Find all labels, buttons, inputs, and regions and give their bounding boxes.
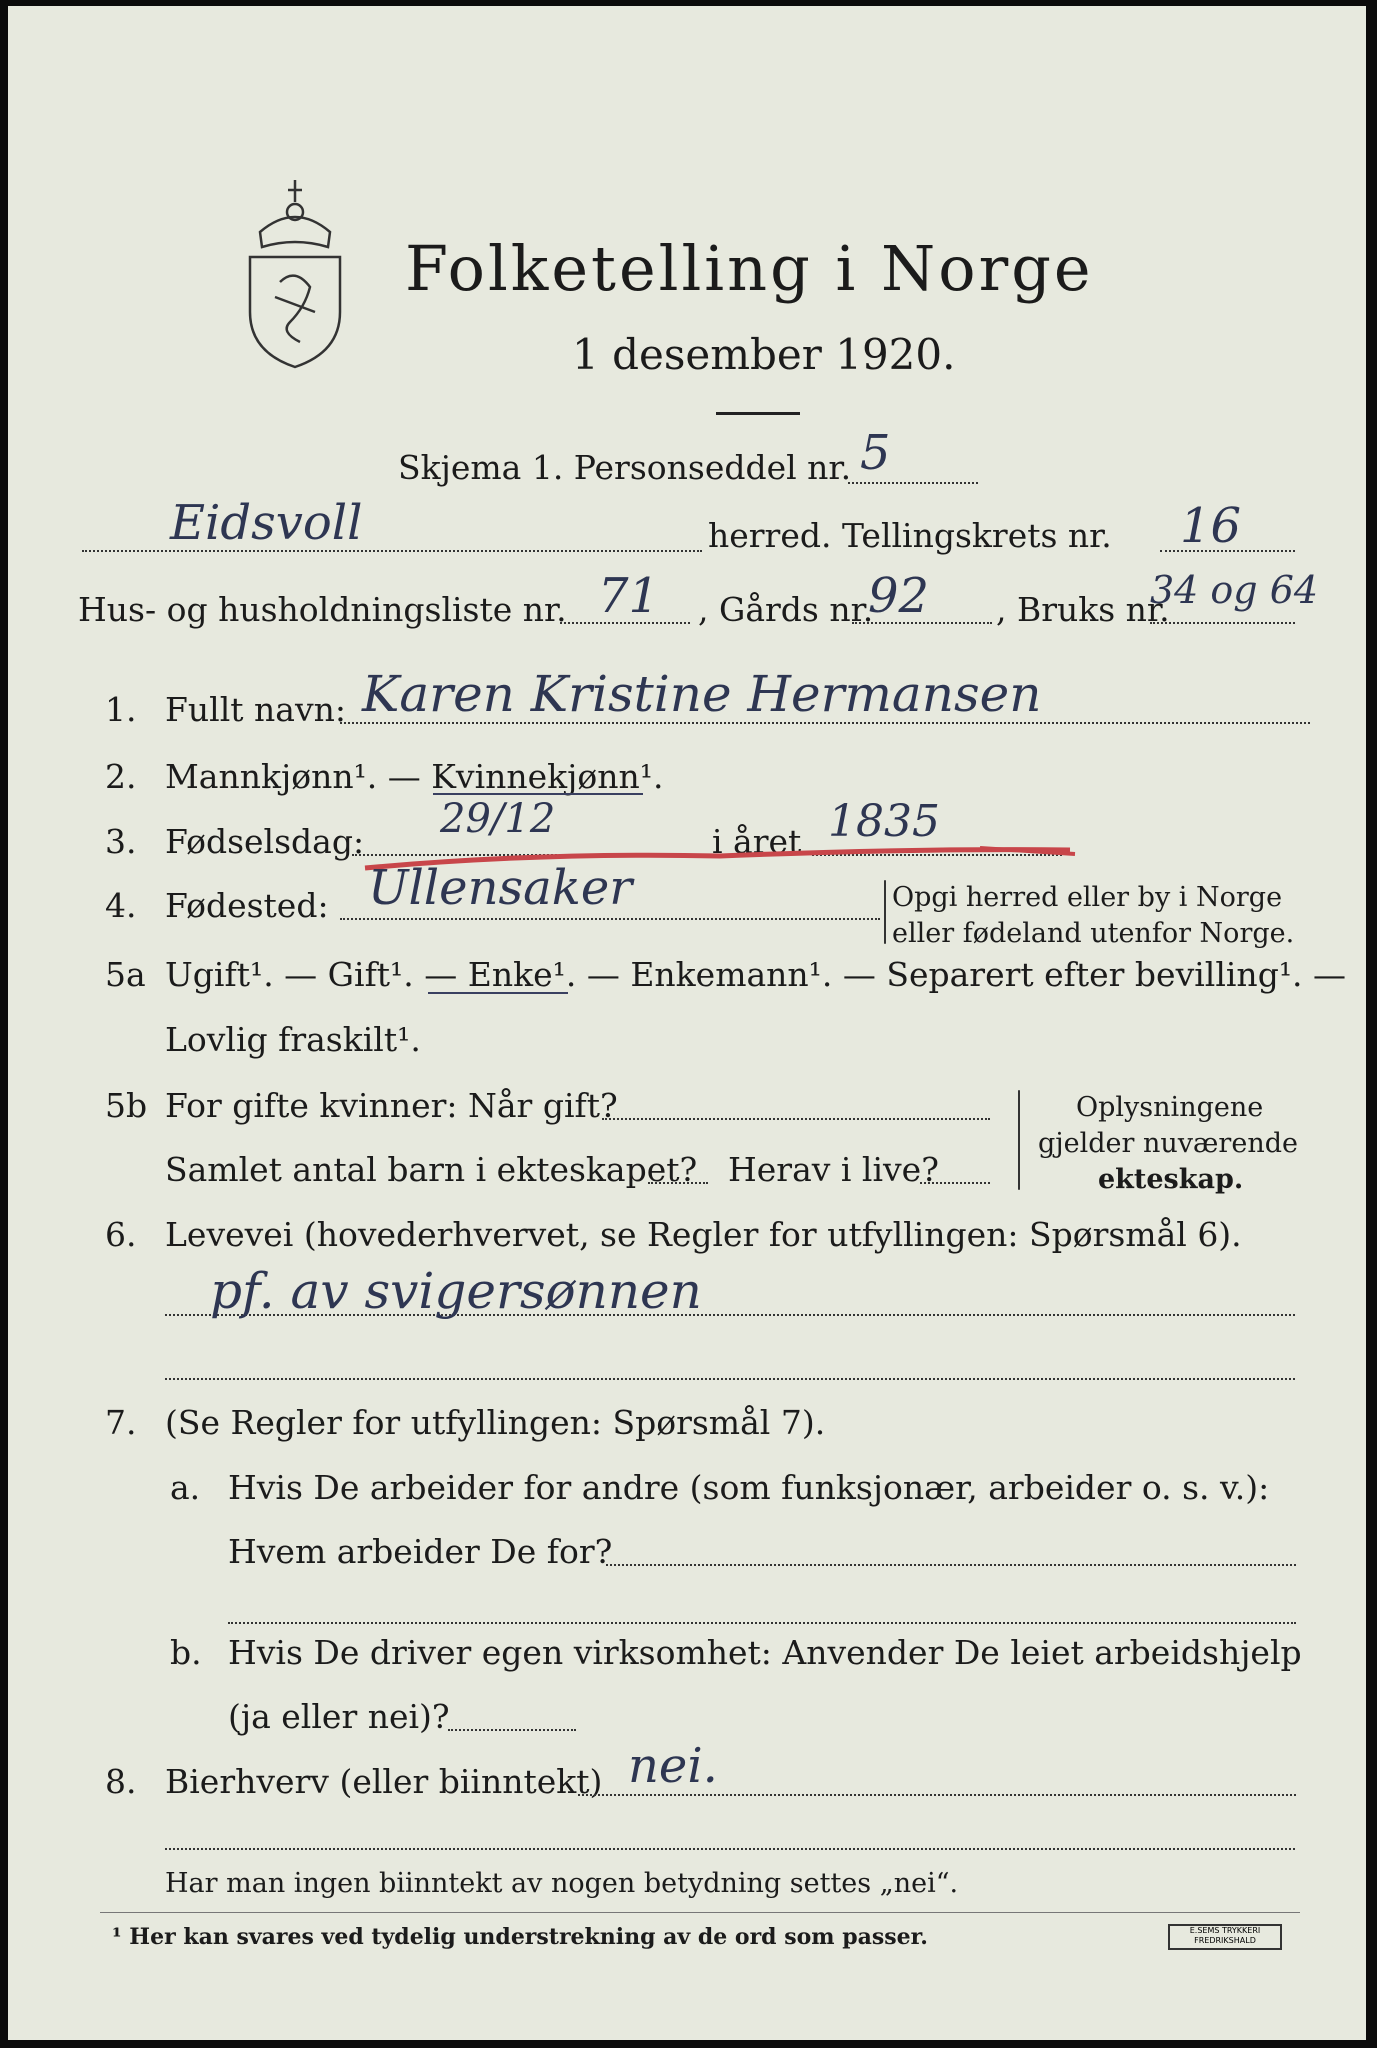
q5b-line-2 bbox=[648, 1182, 708, 1184]
birth-date-value[interactable]: 29/12 bbox=[440, 796, 556, 842]
q1-label: Fullt navn: bbox=[165, 690, 346, 729]
full-name-value[interactable]: Karen Kristine Hermansen bbox=[362, 665, 1042, 723]
q8-number: 8. bbox=[105, 1762, 137, 1801]
q5b-line-1 bbox=[602, 1118, 990, 1120]
hus-label: Hus- og husholdningsliste nr. bbox=[78, 590, 567, 629]
q5b-brace bbox=[1018, 1090, 1020, 1190]
q5b-line-3 bbox=[920, 1182, 990, 1184]
schema-label: Skjema 1. Personseddel nr. bbox=[398, 448, 852, 487]
q7b-label: Hvis De driver egen virksomhet: Anvender De leiet arbeidshjelp bbox=[228, 1633, 1302, 1672]
q7b-number: b. bbox=[170, 1633, 202, 1672]
q7b-yesno-label: (ja eller nei)? bbox=[228, 1697, 450, 1736]
form-title: Folketelling i Norge bbox=[405, 232, 1094, 305]
q5b-note-2: gjelder nuværende bbox=[1038, 1128, 1298, 1159]
q4-brace bbox=[884, 880, 886, 944]
title-rule bbox=[716, 412, 800, 415]
q5b-alive-label: Herav i live? bbox=[728, 1150, 939, 1189]
herred-value[interactable]: Eidsvoll bbox=[170, 495, 363, 551]
footnote: ¹ Her kan svares ved tydelig understrekning av de ord som passer. bbox=[112, 1924, 928, 1950]
q8-line-2 bbox=[165, 1848, 1295, 1850]
occupation-value[interactable]: pf. av svigersønnen bbox=[210, 1262, 702, 1320]
q7-label: (Se Regler for utfyllingen: Spørsmål 7). bbox=[165, 1403, 826, 1442]
printer-stamp: E.SEMS TRYKKERI FREDRIKSHALD bbox=[1168, 1924, 1282, 1950]
q6-label: Levevei (hovederhvervet, se Regler for utfyllingen: Spørsmål 6). bbox=[165, 1215, 1242, 1254]
birthplace-value[interactable]: Ullensaker bbox=[368, 860, 633, 916]
q7a-who-label: Hvem arbeider De for? bbox=[228, 1532, 613, 1571]
enke-underline bbox=[428, 992, 568, 994]
q7a-line-1 bbox=[606, 1564, 1296, 1566]
bruks-label: , Bruks nr. bbox=[996, 590, 1170, 629]
form-date: 1 desember 1920. bbox=[572, 330, 956, 379]
q5b-note-3: ekteskap. bbox=[1098, 1164, 1244, 1195]
q5a-number: 5a bbox=[105, 955, 146, 994]
q4-number: 4. bbox=[105, 886, 137, 925]
q4-note-2: eller fødeland utenfor Norge. bbox=[892, 918, 1295, 949]
q6-line-2 bbox=[165, 1378, 1295, 1380]
q3-label: Fødselsdag: bbox=[165, 822, 365, 861]
q5a-options-2: Lovlig fraskilt¹. bbox=[165, 1020, 421, 1059]
q4-label: Fødested: bbox=[165, 886, 329, 925]
q8-line-1 bbox=[578, 1794, 1296, 1796]
side-income-value[interactable]: nei. bbox=[628, 1738, 718, 1794]
q2-label: Mannkjønn¹. — Kvinnekjønn¹. bbox=[165, 757, 664, 796]
footer-rule bbox=[100, 1912, 1300, 1913]
coat-of-arms-emblem bbox=[240, 172, 350, 372]
hus-value[interactable]: 71 bbox=[598, 568, 660, 624]
q2-number: 2. bbox=[105, 757, 137, 796]
birth-year-value[interactable]: 1835 bbox=[828, 796, 940, 847]
gards-value[interactable]: 92 bbox=[868, 568, 930, 624]
q5b-number: 5b bbox=[105, 1086, 148, 1125]
q5b-married-label: For gifte kvinner: Når gift? bbox=[165, 1086, 618, 1125]
q7a-label: Hvis De arbeider for andre (som funksjonær, arbeider o. s. v.): bbox=[228, 1468, 1270, 1507]
q7-number: 7. bbox=[105, 1403, 137, 1442]
q5a-options: Ugift¹. — Gift¹. — Enke¹. — Enkemann¹. — Separert efter bevilling¹. — bbox=[165, 955, 1347, 994]
kvinnekjonn-underline bbox=[433, 793, 643, 795]
footer-note: Har man ingen biinntekt av nogen betydning settes „nei“. bbox=[165, 1868, 959, 1899]
tellingskrets-value[interactable]: 16 bbox=[1180, 498, 1242, 554]
q6-number: 6. bbox=[105, 1215, 137, 1254]
personseddel-line bbox=[848, 482, 978, 484]
q5b-note-1: Oplysningene bbox=[1076, 1092, 1264, 1123]
q7a-line-2 bbox=[228, 1622, 1296, 1624]
personseddel-value[interactable]: 5 bbox=[860, 425, 891, 481]
q4-note-1: Opgi herred eller by i Norge bbox=[892, 882, 1283, 913]
bruks-value[interactable]: 34 og 64 bbox=[1150, 568, 1319, 612]
herred-label: herred. Tellingskrets nr. bbox=[708, 516, 1112, 555]
q7a-number: a. bbox=[170, 1468, 201, 1507]
gards-label: , Gårds nr. bbox=[698, 590, 874, 629]
q7b-line bbox=[448, 1729, 576, 1731]
q3-number: 3. bbox=[105, 822, 137, 861]
q8-label: Bierhverv (eller biinntekt) bbox=[165, 1762, 603, 1801]
q5b-children-label: Samlet antal barn i ekteskapet? bbox=[165, 1150, 698, 1189]
year-label: i året bbox=[712, 822, 802, 861]
bruks-line bbox=[1150, 622, 1295, 624]
q1-number: 1. bbox=[105, 690, 137, 729]
q4-line bbox=[340, 918, 880, 920]
